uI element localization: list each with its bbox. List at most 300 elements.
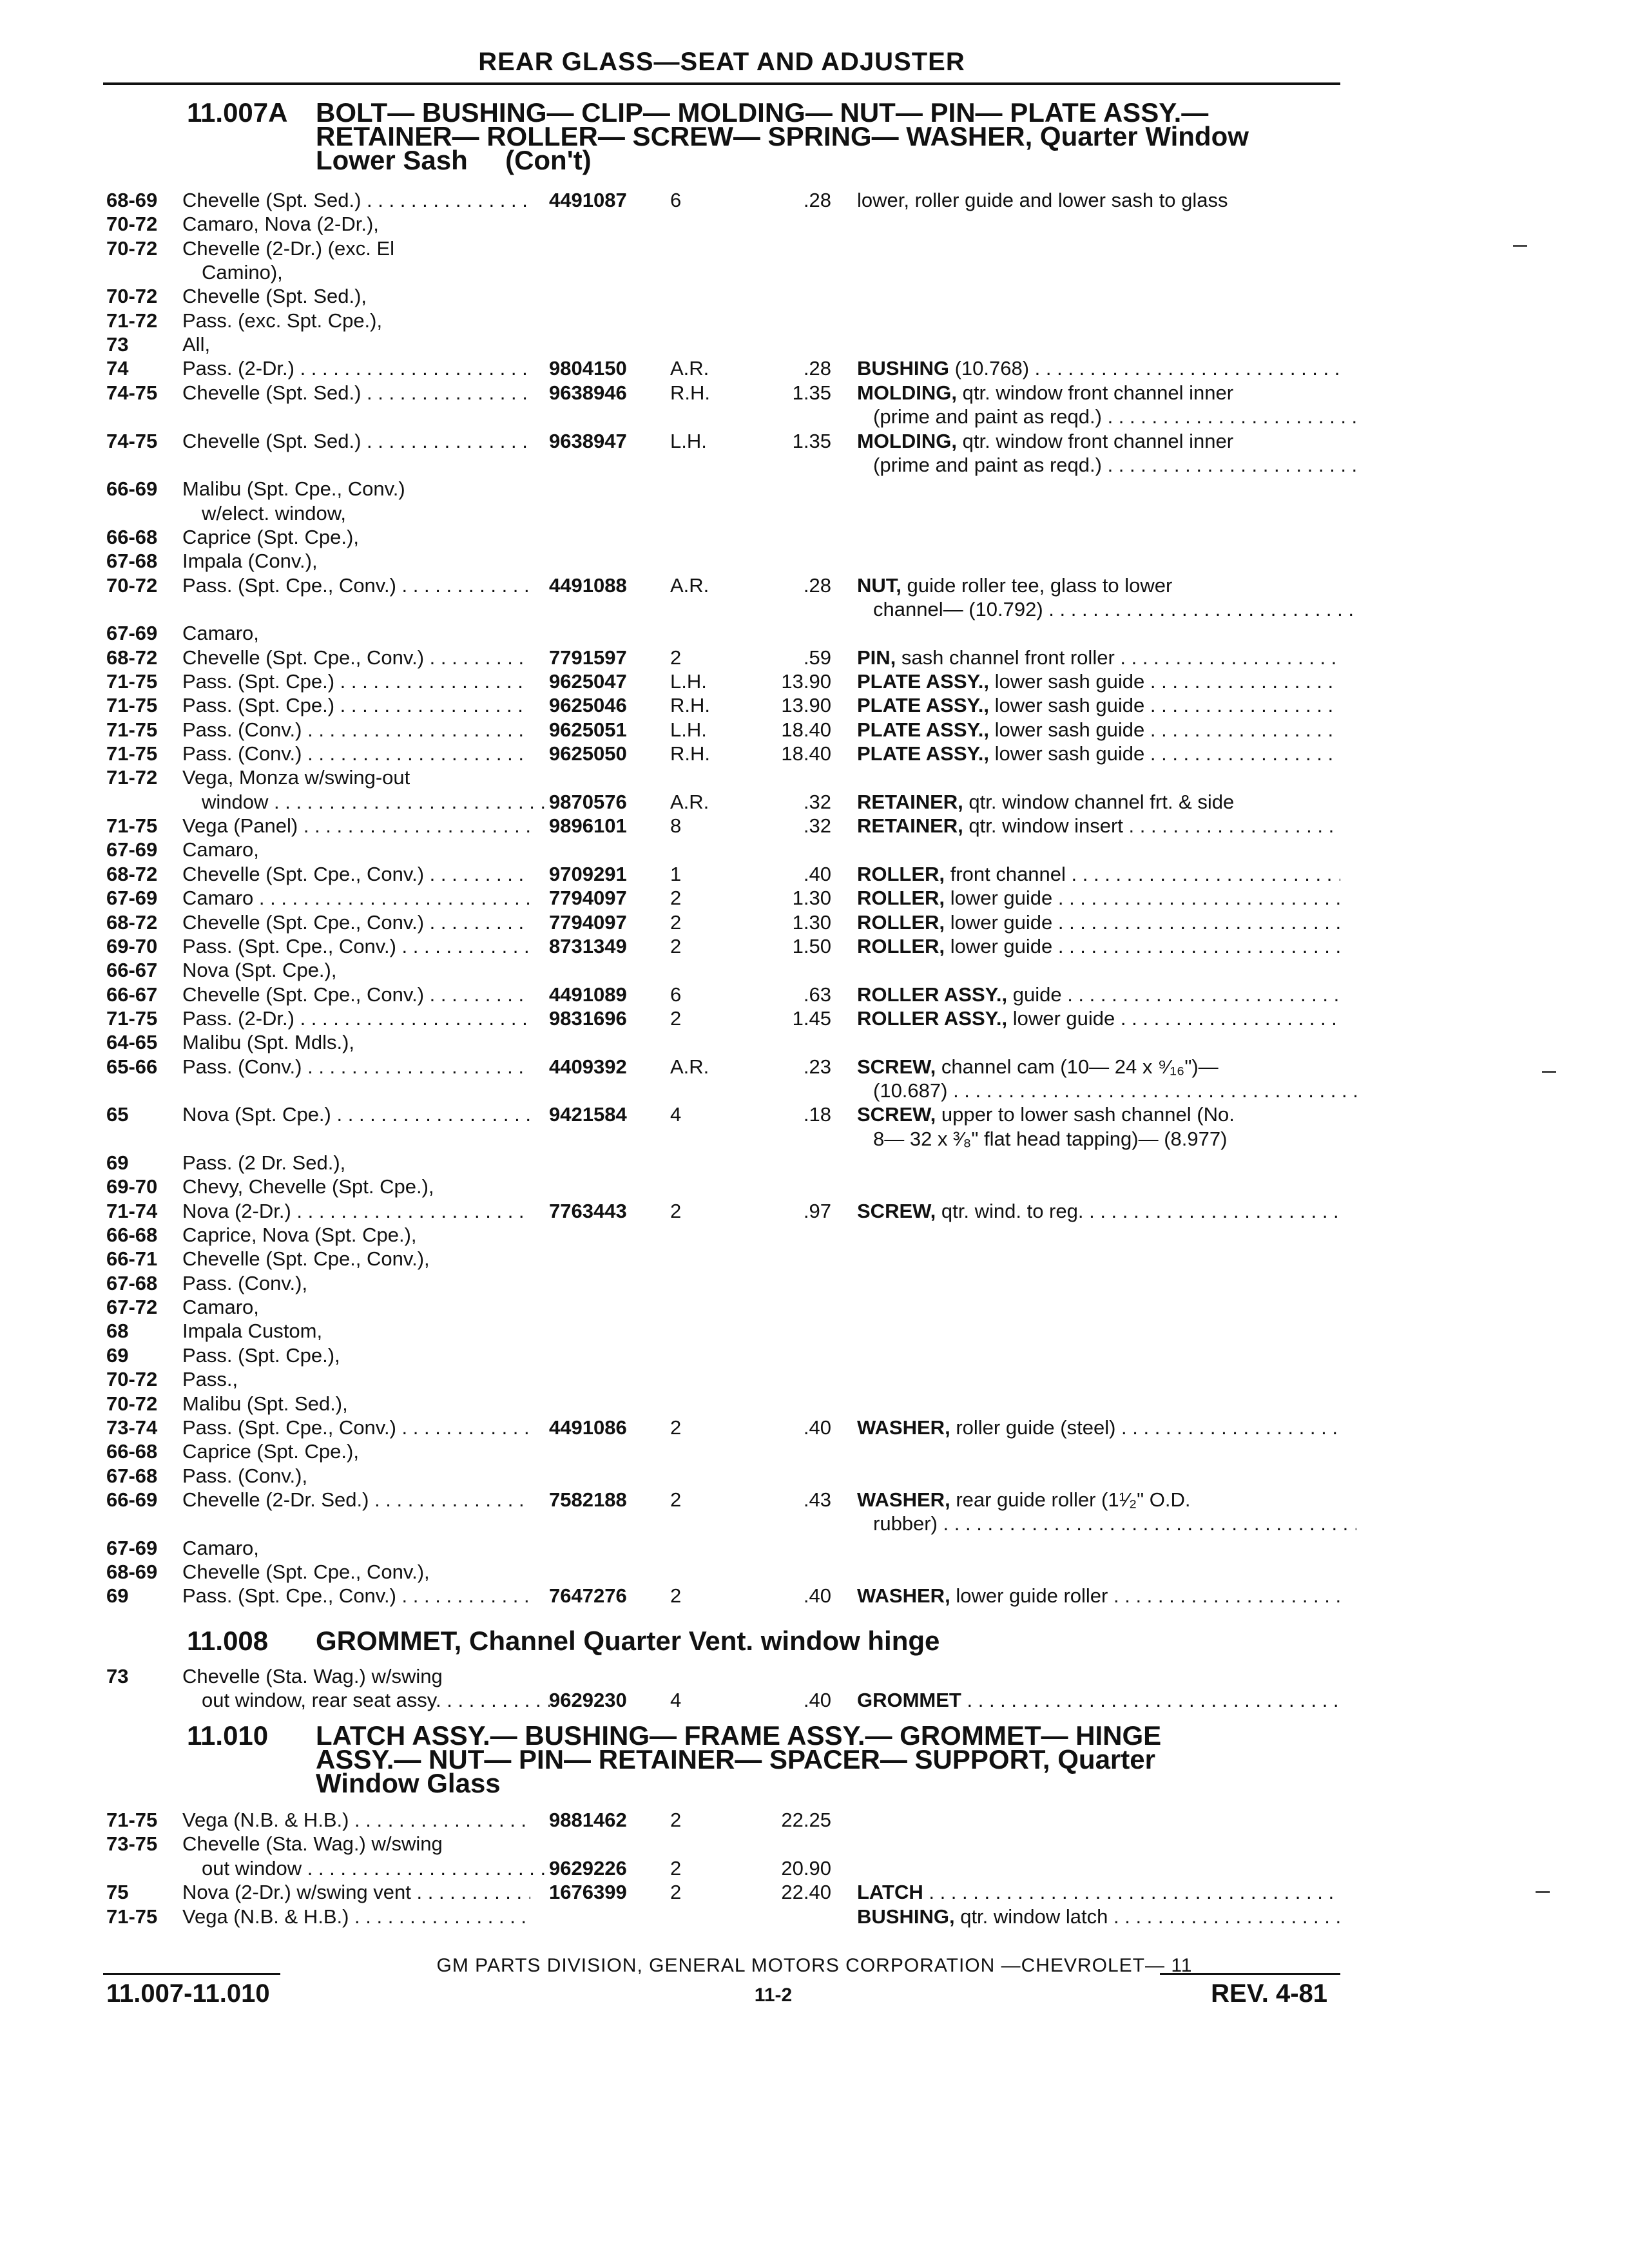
model-year: 67-69: [106, 1536, 158, 1559]
part-detail: (10.768): [954, 357, 1030, 380]
table-row: [0, 1006, 1629, 1030]
model-year: 67-69: [106, 887, 158, 910]
quantity: 2: [670, 1416, 682, 1439]
part-number: 9625051: [549, 718, 627, 741]
table-row: [0, 525, 1629, 549]
price: 22.40: [781, 1881, 831, 1904]
part-number: 9709291: [549, 862, 627, 885]
part-detail: lower guide: [950, 934, 1053, 957]
quantity: 2: [670, 910, 682, 934]
part-description: [873, 453, 1356, 477]
table-row: [0, 236, 1629, 260]
table-row: [0, 838, 1629, 861]
model-description: Caprice (Spt. Cpe.),: [182, 525, 359, 548]
model-description: Camaro,: [182, 1296, 259, 1319]
model-description: Chevelle (Spt. Cpe., Conv.) . . .: [182, 862, 530, 886]
part-name: LATCH: [857, 1881, 923, 1904]
model-year: 67-72: [106, 1296, 158, 1319]
model-year: 71-72: [106, 309, 158, 332]
model-year: 74-75: [106, 381, 158, 404]
section-title-line: ASSY.— NUT— PIN— RETAINER— SPACER— SUPPORT, Quarter: [316, 1744, 1155, 1774]
part-number: 4491089: [549, 983, 627, 1006]
part-description: [857, 742, 1340, 765]
part-description: [857, 693, 1340, 717]
part-name: BUSHING,: [857, 1905, 955, 1928]
quantity: 2: [670, 1809, 682, 1831]
part-detail: guide roller tee, glass to lower: [907, 573, 1173, 597]
part-detail: qtr. wind. to reg.: [941, 1199, 1084, 1222]
quantity: 2: [670, 1584, 682, 1608]
model-year: 73-74: [106, 1416, 158, 1439]
part-description: [857, 188, 1340, 212]
part-description: [857, 934, 1340, 958]
table-row: [0, 1688, 1629, 1712]
part-name: BUSHING: [857, 357, 949, 380]
quantity: L.H.: [670, 670, 707, 693]
part-detail: roller guide (steel): [956, 1416, 1116, 1439]
part-detail: qtr. window front channel inner: [962, 429, 1234, 452]
table-row: [0, 765, 1629, 789]
section-title-line: Lower Sash (Con't): [316, 145, 592, 175]
part-name: ROLLER,: [857, 934, 945, 957]
part-description: [857, 1688, 1340, 1712]
table-row: [0, 1271, 1629, 1295]
part-detail: 8— 32 x ³⁄₈" flat head tapping)— (8.977): [873, 1127, 1228, 1150]
model-description: w/elect. window,: [202, 501, 346, 524]
model-year: 68-72: [106, 910, 158, 934]
model-description: Chevelle (Spt. Cpe., Conv.),: [182, 1247, 430, 1271]
part-name: ROLLER ASSY.,: [857, 983, 1008, 1006]
table-row: [0, 983, 1629, 1006]
model-year: 69: [106, 1343, 129, 1367]
part-detail: lower sash guide: [994, 670, 1145, 693]
model-year: 66-71: [106, 1247, 158, 1271]
part-detail: qtr. window latch: [960, 1905, 1108, 1928]
model-year: 67-68: [106, 1271, 158, 1294]
price: .28: [803, 357, 831, 380]
footer-revision: REV. 4-81: [1211, 1979, 1327, 2008]
quantity: A.R.: [670, 790, 709, 813]
part-name: PIN,: [857, 646, 896, 669]
price: .43: [803, 1488, 831, 1511]
part-description: [873, 597, 1356, 621]
table-row: [0, 1055, 1629, 1079]
quantity: 2: [670, 934, 682, 957]
model-year: 68-72: [106, 862, 158, 885]
model-year: 68-69: [106, 189, 158, 211]
table-row: [0, 814, 1629, 838]
model-year: 73: [106, 333, 129, 356]
price: .59: [803, 646, 831, 669]
section-title-line: RETAINER— ROLLER— SCREW— SPRING— WASHER, Quarter Window: [316, 121, 1249, 151]
price: .28: [803, 189, 831, 211]
part-number: 1676399: [549, 1881, 627, 1904]
model-year: 66-69: [106, 1488, 158, 1511]
table-row: [0, 1343, 1629, 1367]
model-year: 70-72: [106, 1368, 158, 1391]
price: 18.40: [781, 718, 831, 741]
model-year: 71-75: [106, 1006, 158, 1030]
model-year: 74-75: [106, 429, 158, 452]
footer-page-number: 11-2: [754, 1984, 793, 2006]
table-row: [0, 260, 1629, 284]
model-year: 67-69: [106, 622, 158, 645]
table-row: [0, 1584, 1629, 1608]
model-description: Pass. (exc. Spt. Cpe.),: [182, 309, 383, 332]
part-name: PLATE ASSY.,: [857, 670, 989, 693]
part-number: 9625047: [549, 670, 627, 693]
part-description: [857, 381, 1340, 405]
footer-publisher: GM PARTS DIVISION, GENERAL MOTORS CORPORATION —CHEVROLET— 11: [436, 1955, 1193, 1976]
part-number: 9421584: [549, 1103, 627, 1126]
model-description: Nova (2-Dr.) . . .: [182, 1199, 530, 1223]
model-description: Chevelle (Sta. Wag.) w/swing: [182, 1665, 443, 1687]
table-row: [0, 693, 1629, 717]
model-year: 67-69: [106, 838, 158, 861]
model-description: Chevelle (Spt. Sed.),: [182, 285, 367, 308]
table-row: [0, 1439, 1629, 1463]
table-row: [0, 934, 1629, 958]
part-description: [857, 1416, 1340, 1439]
price: 1.30: [792, 910, 831, 934]
model-description: Camaro, Nova (2-Dr.),: [182, 213, 379, 236]
page-title: REAR GLASS—SEAT AND ADJUSTER: [478, 48, 965, 76]
table-row: [0, 742, 1629, 765]
part-number: 9638946: [549, 381, 627, 404]
part-detail: qtr. window front channel inner: [962, 381, 1234, 404]
quantity: R.H.: [670, 742, 710, 765]
part-name: SCREW,: [857, 1103, 936, 1126]
model-description: Pass. (Conv.) . . .: [182, 718, 530, 742]
price: .63: [803, 983, 831, 1006]
part-name: ROLLER ASSY.,: [857, 1006, 1008, 1030]
part-detail: channel— (10.792): [873, 597, 1043, 620]
model-description: Pass. (Conv.),: [182, 1464, 308, 1487]
price: 20.90: [781, 1856, 831, 1879]
table-row: [0, 1199, 1629, 1223]
table-row: [0, 1367, 1629, 1391]
part-description: [857, 1880, 1340, 1904]
part-detail: qtr. window insert: [969, 814, 1123, 838]
table-row: [0, 405, 1629, 428]
model-description: Pass. (Conv.),: [182, 1271, 308, 1294]
model-description: Chevelle (Spt. Sed.) . . .: [182, 429, 530, 453]
table-row: [0, 621, 1629, 645]
part-number: 7647276: [549, 1584, 627, 1608]
table-row: [0, 356, 1629, 380]
table-row: [0, 1223, 1629, 1247]
section-number: 11.010: [187, 1720, 269, 1751]
part-detail: guide: [1012, 983, 1062, 1006]
model-year: 65: [106, 1103, 129, 1126]
model-description: window . . .: [202, 790, 550, 814]
price: .40: [803, 862, 831, 885]
table-row: [0, 718, 1629, 742]
quantity: 6: [670, 189, 682, 211]
price: 13.90: [781, 670, 831, 693]
part-description: [873, 405, 1356, 428]
model-year: 70-72: [106, 236, 158, 260]
model-description: Nova (2-Dr.) w/swing vent . . .: [182, 1880, 530, 1904]
table-row: [0, 597, 1629, 621]
table-row: [0, 1856, 1629, 1880]
title-rule: [103, 82, 1340, 85]
quantity: 2: [670, 646, 682, 669]
section-number: 11.007A: [187, 97, 288, 128]
model-year: 66-68: [106, 1440, 158, 1463]
table-row: [0, 501, 1629, 525]
table-row: [0, 1030, 1629, 1054]
part-number: 4491086: [549, 1416, 627, 1439]
model-description: Chevelle (2-Dr. Sed.) . . .: [182, 1488, 530, 1512]
part-name: WASHER,: [857, 1488, 950, 1511]
table-row: [0, 549, 1629, 573]
model-year: 74: [106, 357, 129, 380]
table-row: [0, 212, 1629, 236]
model-year: 66-67: [106, 959, 158, 982]
part-description: [857, 1006, 1340, 1030]
part-description: [857, 814, 1340, 838]
section-title-line: GROMMET, Channel Quarter Vent. window hinge: [316, 1626, 940, 1656]
part-number: 9625050: [549, 742, 627, 765]
model-description: Chevelle (Spt. Sed.) . . .: [182, 188, 530, 212]
model-year: 67-68: [106, 550, 158, 573]
model-description: Pass. (Conv.) . . .: [182, 742, 530, 765]
model-description: Pass.,: [182, 1368, 238, 1391]
model-description: Pass. (Spt. Cpe.),: [182, 1343, 340, 1367]
table-row: [0, 1247, 1629, 1271]
part-description: [857, 1905, 1340, 1928]
section-title: [316, 1626, 1411, 1656]
part-description: [857, 862, 1340, 886]
model-year: 71-75: [106, 718, 158, 741]
part-number: 9870576: [549, 790, 627, 813]
table-row: [0, 1832, 1629, 1856]
part-number: 9896101: [549, 814, 627, 838]
part-description: [857, 1488, 1340, 1512]
model-year: 71-75: [106, 1809, 158, 1831]
table-row: [0, 910, 1629, 934]
model-description: Impala Custom,: [182, 1320, 323, 1343]
part-name: ROLLER,: [857, 862, 945, 885]
section-heading-11-008: [187, 1626, 1347, 1656]
section-number: 11.008: [187, 1626, 269, 1656]
table-row: [0, 1079, 1629, 1102]
model-description: Pass. (Spt. Cpe., Conv.) . . .: [182, 573, 530, 597]
part-description: [857, 1102, 1340, 1126]
part-number: 9629226: [549, 1856, 627, 1879]
margin-mark: [1542, 1071, 1556, 1073]
part-description: [873, 1512, 1356, 1535]
model-year: 66-69: [106, 477, 158, 501]
part-detail: (prime and paint as reqd.): [873, 453, 1102, 476]
part-detail: lower sash guide: [994, 742, 1145, 765]
part-number: 7763443: [549, 1199, 627, 1222]
part-description: [857, 886, 1340, 910]
table-row: [0, 1175, 1629, 1198]
model-year: 71-74: [106, 1199, 158, 1222]
model-description: Chevelle (Spt. Cpe., Conv.) . . .: [182, 646, 530, 669]
price: .97: [803, 1199, 831, 1222]
price: 1.50: [792, 934, 831, 957]
model-year: 71-75: [106, 814, 158, 838]
table-row: [0, 1905, 1629, 1928]
model-description: Caprice (Spt. Cpe.),: [182, 1440, 359, 1463]
part-number: 7582188: [549, 1488, 627, 1511]
part-number: 9804150: [549, 357, 627, 380]
part-detail: lower guide: [950, 887, 1053, 910]
part-detail: (prime and paint as reqd.): [873, 405, 1102, 428]
price: 1.35: [792, 429, 831, 452]
table-row: [0, 1151, 1629, 1175]
model-description: out window . . .: [202, 1856, 550, 1880]
part-description: [857, 910, 1340, 934]
section-title: [316, 97, 1411, 175]
model-year: 71-75: [106, 1905, 158, 1928]
table-row: [0, 1102, 1629, 1126]
part-detail: qtr. window channel frt. & side: [969, 790, 1235, 813]
part-name: RETAINER,: [857, 790, 963, 813]
model-year: 68: [106, 1320, 129, 1343]
part-detail: lower guide: [1012, 1006, 1115, 1030]
model-year: 69: [106, 1584, 129, 1608]
margin-mark: [1536, 1891, 1550, 1893]
part-description: [873, 1079, 1356, 1102]
model-year: 70-72: [106, 573, 158, 597]
price: 22.25: [781, 1809, 831, 1831]
model-year: 66-68: [106, 525, 158, 548]
price: .18: [803, 1103, 831, 1126]
part-name: WASHER,: [857, 1416, 950, 1439]
quantity: 1: [670, 862, 682, 885]
table-row: [0, 1416, 1629, 1439]
model-description: Pass. (2-Dr.) . . .: [182, 356, 530, 380]
part-description: [857, 1584, 1340, 1608]
model-year: 67-68: [106, 1464, 158, 1487]
model-description: Caprice, Nova (Spt. Cpe.),: [182, 1224, 417, 1247]
model-year: 75: [106, 1881, 129, 1904]
part-description: [857, 718, 1340, 742]
price: 1.35: [792, 381, 831, 404]
part-detail: rubber): [873, 1512, 938, 1535]
price: 18.40: [781, 742, 831, 765]
part-detail: lower guide roller: [956, 1584, 1108, 1608]
section-title: [316, 1720, 1411, 1798]
model-description: Camaro,: [182, 1536, 259, 1559]
section-title-line: LATCH ASSY.— BUSHING— FRAME ASSY.— GROMMET— HINGE: [316, 1720, 1162, 1751]
price: .40: [803, 1584, 831, 1608]
quantity: R.H.: [670, 694, 710, 717]
part-detail: channel cam (10— 24 x ⁹⁄₁₆")—: [941, 1055, 1219, 1078]
footer-section-range: 11.007-11.010: [106, 1979, 270, 2008]
table-row: [0, 669, 1629, 693]
model-description: Pass. (Conv.) . . .: [182, 1055, 530, 1079]
price: 1.45: [792, 1006, 831, 1030]
price: 1.30: [792, 887, 831, 910]
model-description: Chevelle (Sta. Wag.) w/swing: [182, 1832, 443, 1856]
quantity: 2: [670, 1856, 682, 1879]
model-description: Pass. (Spt. Cpe.) . . .: [182, 669, 530, 693]
model-year: 69-70: [106, 934, 158, 957]
part-description: [857, 356, 1340, 380]
part-description: [857, 983, 1340, 1006]
model-year: 69-70: [106, 1175, 158, 1198]
table-row: [0, 381, 1629, 405]
model-description: Pass. (2-Dr.) . . .: [182, 1006, 530, 1030]
quantity: 2: [670, 1488, 682, 1511]
margin-mark: [1513, 245, 1527, 247]
part-description: [857, 1055, 1340, 1079]
table-row: [0, 790, 1629, 814]
part-name: PLATE ASSY.,: [857, 694, 989, 717]
quantity: L.H.: [670, 429, 707, 452]
quantity: 4: [670, 1103, 682, 1126]
section-heading-11-007a: [187, 97, 1347, 178]
model-description: out window, rear seat assy. . . .: [202, 1688, 550, 1712]
model-description: Malibu (Spt. Mdls.),: [182, 1031, 355, 1054]
quantity: 4: [670, 1689, 682, 1712]
part-detail: sash channel front roller: [901, 646, 1115, 669]
part-number: 7791597: [549, 646, 627, 669]
model-description: Chevelle (Spt. Cpe., Conv.),: [182, 1560, 430, 1583]
model-description: Malibu (Spt. Sed.),: [182, 1392, 348, 1415]
model-description: Impala (Conv.),: [182, 550, 318, 573]
quantity: A.R.: [670, 573, 709, 597]
price: .32: [803, 814, 831, 838]
part-name: PLATE ASSY.,: [857, 742, 989, 765]
part-description: [857, 573, 1340, 597]
model-description: Nova (Spt. Cpe.),: [182, 959, 337, 982]
model-description: Chevy, Chevelle (Spt. Cpe.),: [182, 1175, 434, 1198]
table-row: [0, 646, 1629, 669]
table-row: [0, 1664, 1629, 1688]
part-detail: lower, roller guide and lower sash to glass: [857, 189, 1228, 211]
model-description: Vega (N.B. & H.B.) . . .: [182, 1808, 530, 1832]
table-row: [0, 1464, 1629, 1488]
model-description: Camaro,: [182, 622, 259, 645]
model-description: Pass. (2 Dr. Sed.),: [182, 1151, 346, 1174]
quantity: 2: [670, 887, 682, 910]
model-description: Nova (Spt. Cpe.) . . .: [182, 1102, 530, 1126]
table-row: [0, 1880, 1629, 1904]
model-year: 65-66: [106, 1055, 158, 1078]
model-description: Malibu (Spt. Cpe., Conv.): [182, 477, 405, 501]
part-description: [857, 429, 1340, 453]
model-description: Vega, Monza w/swing-out: [182, 766, 410, 789]
model-year: 69: [106, 1151, 129, 1174]
quantity: 8: [670, 814, 682, 838]
part-name: GROMMET: [857, 1689, 961, 1712]
part-number: 8731349: [549, 934, 627, 957]
price: .40: [803, 1689, 831, 1712]
part-description: [857, 790, 1340, 814]
table-row: [0, 188, 1629, 212]
model-year: 66-67: [106, 983, 158, 1006]
model-description: All,: [182, 333, 211, 356]
part-name: ROLLER,: [857, 887, 945, 910]
table-row: [0, 1488, 1629, 1512]
model-year: 70-72: [106, 285, 158, 308]
part-name: NUT,: [857, 573, 901, 597]
part-number: 7794097: [549, 910, 627, 934]
part-number: 9881462: [549, 1809, 627, 1831]
table-row: [0, 1295, 1629, 1319]
price: .40: [803, 1416, 831, 1439]
table-row: [0, 332, 1629, 356]
part-detail: (10.687): [873, 1079, 948, 1102]
model-year: 71-75: [106, 670, 158, 693]
part-name: RETAINER,: [857, 814, 963, 838]
